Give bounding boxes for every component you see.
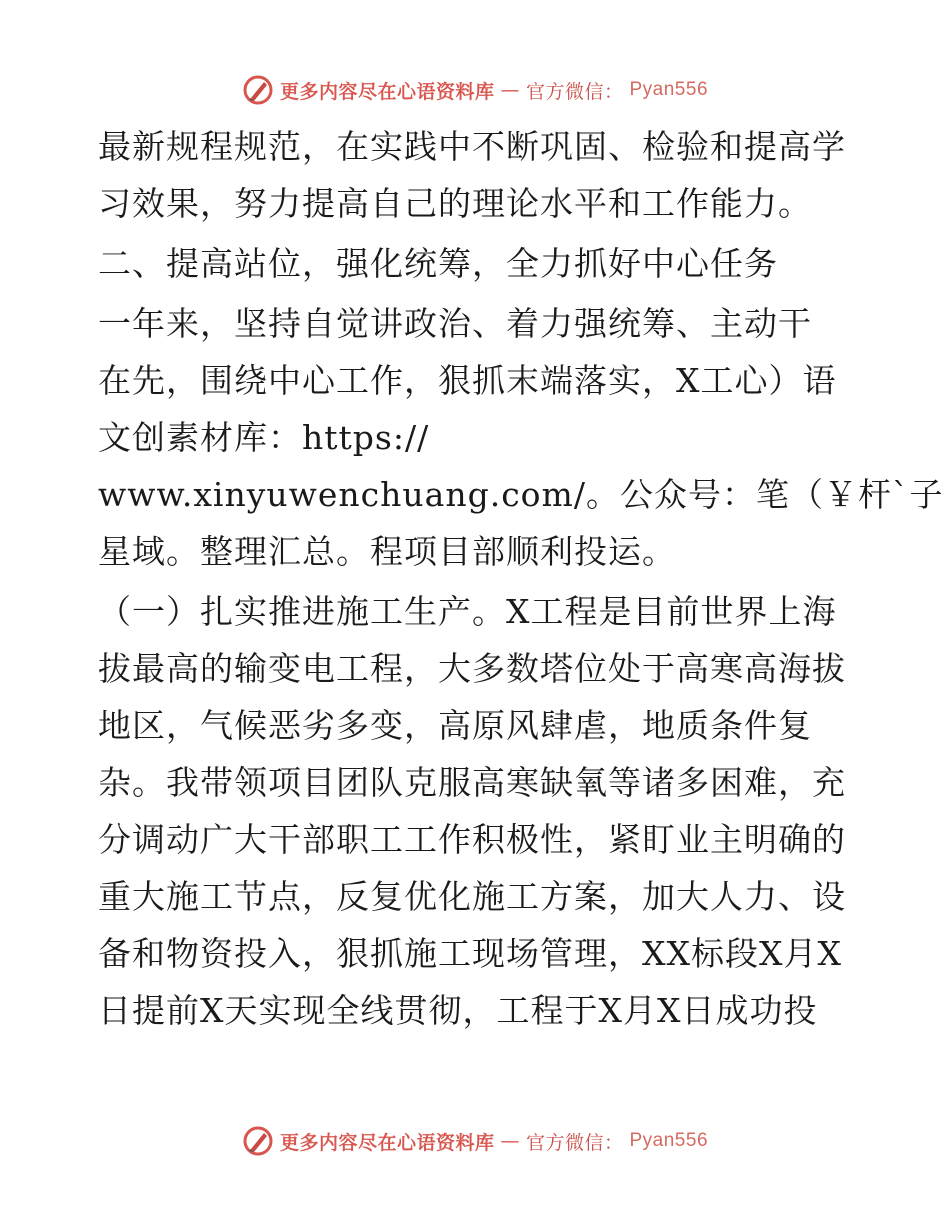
- body-line: 杂。我带领项目团队克服高寒缺氧等诸多困难，充: [98, 763, 846, 802]
- body-line: 备和物资投入，狠抓施工现场管理，XX标段X月X: [98, 934, 842, 973]
- banner-text: 更多内容尽在心语资料库: [279, 1131, 495, 1154]
- body-line: 星域。整理汇总。程项目部顺利投运。: [98, 532, 676, 571]
- body-line: 地区，气候恶劣多变，高原风肆虐，地质条件复: [98, 706, 812, 745]
- body-line: 习效果，努力提高自己的理论水平和工作能力。: [98, 184, 812, 223]
- body-line: 最新规程规范，在实践中不断巩固、检验和提高学: [98, 127, 846, 166]
- body-line: 一年来，坚持自觉讲政治、着力强统筹、主动干: [98, 304, 812, 343]
- footer-watermark-banner: [0, 1121, 950, 1161]
- section-heading: 二、提高站位，强化统筹，全力抓好中心任务: [98, 244, 778, 283]
- body-line: 文创素材库：https://: [98, 418, 430, 457]
- body-line: 重大施工节点，反复优化施工方案，加大人力、设: [98, 877, 846, 916]
- banner-wechat-label: 官方微信：: [525, 1131, 624, 1154]
- body-line: 分调动广大干部职工工作积极性，紧盯业主明确的: [98, 820, 846, 859]
- body-line: www.xinyuwenchuang.com/。公众号：笔（￥杆`子: [98, 475, 944, 514]
- pen-logo-icon: [242, 74, 274, 106]
- body-line: 拔最高的输变电工程，大多数塔位处于高寒高海拔: [98, 649, 846, 688]
- banner-dash: —: [500, 1130, 520, 1152]
- body-line: 在先，围绕中心工作，狠抓末端落实，X工心）语: [98, 361, 837, 400]
- body-line: （一）扎实推进施工生产。X工程是目前世界上海: [98, 592, 837, 631]
- pen-logo-icon: [242, 1125, 274, 1157]
- header-watermark-banner: [0, 70, 950, 110]
- banner-wechat-label: 官方微信：: [525, 80, 624, 103]
- banner-text: 更多内容尽在心语资料库: [279, 80, 495, 103]
- banner-dash: —: [500, 79, 520, 101]
- banner-wechat-id: Pyan556: [629, 79, 709, 100]
- document-body: [98, 118, 944, 1039]
- body-line: 日提前X天实现全线贯彻，工程于X月X日成功投: [98, 991, 818, 1030]
- banner-wechat-id: Pyan556: [629, 1130, 709, 1151]
